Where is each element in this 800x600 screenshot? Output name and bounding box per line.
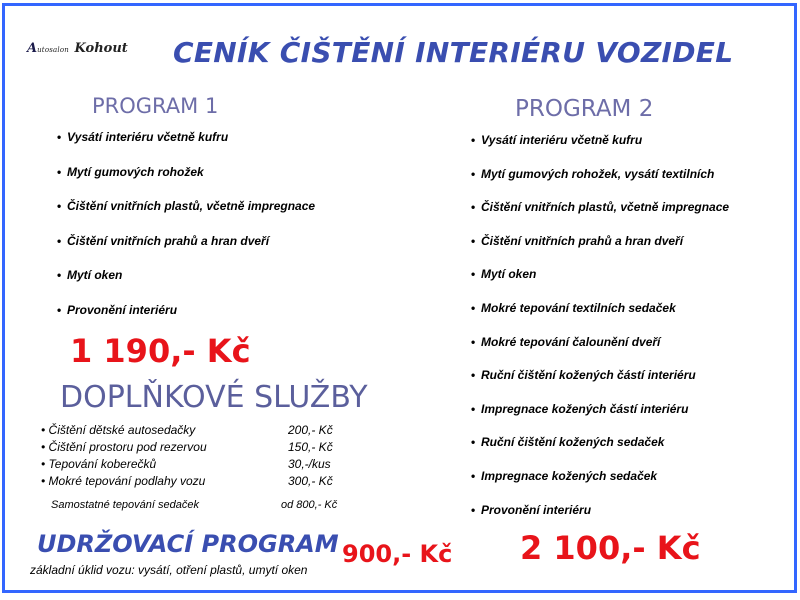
bullet-icon: • xyxy=(471,233,476,248)
bullet-icon: • xyxy=(41,423,46,437)
bullet-icon: • xyxy=(471,334,476,349)
list-item xyxy=(471,402,688,416)
bullet-icon: • xyxy=(41,457,46,471)
list-item xyxy=(471,167,714,181)
list-item-label: Mokré tepování textilních sedaček xyxy=(481,301,676,315)
service-name xyxy=(41,457,156,471)
list-item xyxy=(471,435,664,449)
list-item xyxy=(471,133,642,147)
program2-heading: PROGRAM 2 xyxy=(515,96,654,122)
standalone-service-price: od 800,- Kč xyxy=(281,499,338,511)
service-price: 300,- Kč xyxy=(288,474,333,488)
list-item-label: Ruční čištění kožených částí interiéru xyxy=(481,368,696,383)
bullet-icon: • xyxy=(41,440,46,454)
service-price: 30,-/kus xyxy=(288,457,331,471)
list-item-label: Provonění interiéru xyxy=(67,302,178,317)
list-item xyxy=(471,503,591,517)
list-item xyxy=(471,267,536,281)
list-item-label: Provonění interiéru xyxy=(481,502,592,517)
service-name xyxy=(41,440,207,454)
list-item-label: Mytí gumových rohožek, vysátí textilních xyxy=(481,166,715,181)
list-item xyxy=(57,165,204,179)
list-item xyxy=(57,130,228,144)
service-label: Čištění prostoru pod rezervou xyxy=(48,440,207,454)
list-item-label: Mokré tepování čalounění dveří xyxy=(481,334,661,349)
bullet-icon: • xyxy=(471,401,476,416)
program1-price: 1 190,- Kč xyxy=(70,332,251,370)
service-name xyxy=(41,474,205,488)
program1-heading: PROGRAM 1 xyxy=(92,94,219,118)
bullet-icon: • xyxy=(471,267,476,282)
price-list-frame xyxy=(2,3,797,593)
logo-initial: A xyxy=(27,41,38,56)
bullet-icon: • xyxy=(57,199,62,213)
company-logo xyxy=(27,37,137,57)
list-item xyxy=(471,234,683,248)
service-row xyxy=(41,474,361,490)
list-item xyxy=(471,469,657,483)
bullet-icon: • xyxy=(471,435,476,450)
service-label: Čištění dětské autosedačky xyxy=(48,423,196,437)
list-item-label: Mytí oken xyxy=(481,267,537,282)
bullet-icon: • xyxy=(471,301,476,315)
list-item-label: Čištění vnitřních plastů, včetně impregnace xyxy=(481,200,730,215)
service-name xyxy=(41,423,195,437)
bullet-icon: • xyxy=(57,233,62,248)
bullet-icon: • xyxy=(57,164,62,179)
list-item xyxy=(57,303,177,317)
maintenance-description: základní úklid vozu: vysátí, otření plastů, umytí oken xyxy=(30,563,308,577)
list-item xyxy=(471,200,729,214)
bullet-icon: • xyxy=(471,368,476,383)
list-item xyxy=(57,234,269,248)
logo-name: Kohout xyxy=(74,41,128,56)
bullet-icon: • xyxy=(57,302,62,317)
extras-heading: DOPLŇKOVÉ SLUŽBY xyxy=(60,380,368,415)
service-price: 200,- Kč xyxy=(288,423,333,437)
page-title: CENÍK ČIŠTĚNÍ INTERIÉRU VOZIDEL xyxy=(173,36,734,69)
bullet-icon: • xyxy=(471,200,476,215)
bullet-icon: • xyxy=(57,130,62,144)
list-item-label: Ruční čištění kožených sedaček xyxy=(481,435,665,450)
service-price: 150,- Kč xyxy=(288,440,333,454)
list-item-label: Čištění vnitřních prahů a hran dveří xyxy=(67,233,270,248)
bullet-icon: • xyxy=(471,469,476,483)
maintenance-price: 900,- Kč xyxy=(342,540,453,568)
standalone-service-name: Samostatné tepování sedaček xyxy=(51,499,199,511)
list-item xyxy=(57,268,122,282)
list-item xyxy=(471,335,660,349)
list-item-label: Čištění vnitřních prahů a hran dveří xyxy=(481,233,684,248)
bullet-icon: • xyxy=(471,166,476,181)
bullet-icon: • xyxy=(471,133,476,147)
list-item-label: Čištění vnitřních plastů, včetně impregnace xyxy=(67,199,316,213)
bullet-icon: • xyxy=(471,502,476,517)
list-item-label: Impregnace kožených sedaček xyxy=(481,469,658,483)
logo-small-text: utosalon xyxy=(37,46,69,54)
program2-price: 2 100,- Kč xyxy=(520,529,701,567)
list-item-label: Vysátí interiéru včetně kufru xyxy=(481,133,643,147)
bullet-icon: • xyxy=(57,268,62,282)
service-row xyxy=(41,423,361,439)
service-row xyxy=(41,457,361,473)
service-label: Tepování koberečků xyxy=(48,457,157,471)
standalone-service xyxy=(51,499,351,515)
service-row xyxy=(41,440,361,456)
list-item-label: Mytí gumových rohožek xyxy=(67,164,204,179)
maintenance-heading: UDRŽOVACÍ PROGRAM xyxy=(37,530,339,558)
list-item xyxy=(471,301,676,315)
list-item xyxy=(57,199,315,213)
service-label: Mokré tepování podlahy vozu xyxy=(48,474,206,488)
list-item-label: Vysátí interiéru včetně kufru xyxy=(67,130,229,144)
bullet-icon: • xyxy=(41,474,46,488)
list-item-label: Impregnace kožených částí interiéru xyxy=(481,401,689,416)
list-item-label: Mytí oken xyxy=(67,268,123,282)
list-item xyxy=(471,368,696,382)
